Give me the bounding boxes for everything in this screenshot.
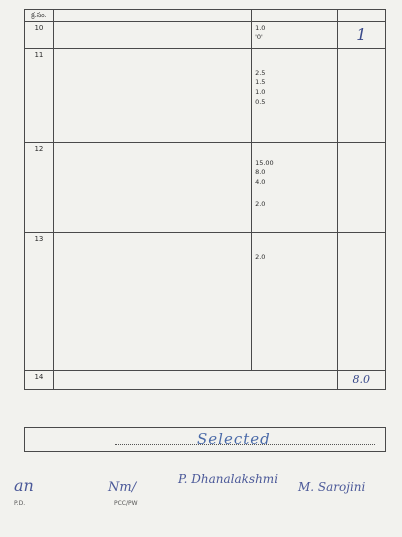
scale-value: 2.5 (255, 68, 266, 77)
criteria-value-1: 1.0 (255, 24, 266, 32)
signature-member-2: M. Sarojini (298, 480, 366, 494)
marks-awarded: 1 (356, 25, 367, 44)
scale-value: 4.0 (255, 178, 266, 187)
signature-label-pd: P.D. (14, 500, 26, 507)
scale-value: 2.0 (255, 199, 266, 208)
header-criteria (252, 10, 338, 22)
table-header (25, 10, 386, 22)
row-criteria (252, 22, 338, 49)
signature-pcc: Nm/ (108, 480, 137, 495)
table-row (25, 142, 386, 232)
row-number: 11 (25, 48, 54, 142)
row-marks (337, 22, 385, 49)
row-criteria (252, 48, 338, 142)
signature-label-pcc: PCC/PW (114, 500, 138, 507)
row-question (53, 48, 251, 142)
row-marks (337, 370, 385, 390)
row-criteria (252, 232, 338, 370)
table-row (25, 22, 386, 49)
header-serial: క్ర.సం. (25, 10, 54, 22)
total-marks: 8.0 (352, 372, 371, 386)
scale-value: 1.0 (255, 88, 266, 97)
row-question (53, 142, 251, 232)
signature-pd: an (14, 476, 34, 495)
row-marks (337, 48, 385, 142)
result-selected: Selected (197, 430, 271, 448)
row-question (53, 370, 337, 390)
row-question (53, 22, 251, 49)
table-row (25, 370, 386, 390)
result-box (24, 427, 386, 452)
row-criteria (252, 142, 338, 232)
scale-value: 15.00 (255, 158, 274, 167)
row-number: 12 (25, 142, 54, 232)
header-marks (337, 10, 385, 22)
table-row (25, 232, 386, 370)
header-question (53, 10, 251, 22)
scale-value: 1.5 (255, 78, 266, 87)
row-question (53, 232, 251, 370)
scale-value: 2.0 (255, 252, 266, 261)
table-row (25, 48, 386, 142)
row-number: 13 (25, 232, 54, 370)
scale-value: 8.0 (255, 168, 266, 177)
row-marks (337, 142, 385, 232)
row-number: 14 (25, 370, 54, 390)
criteria-value-2: '0' (255, 32, 263, 41)
row-marks (337, 232, 385, 370)
evaluation-table (24, 9, 386, 390)
row-number: 10 (25, 22, 54, 49)
scale-value: 0.5 (255, 97, 266, 106)
signature-member-1: P. Dhanalakshmi (178, 472, 279, 486)
